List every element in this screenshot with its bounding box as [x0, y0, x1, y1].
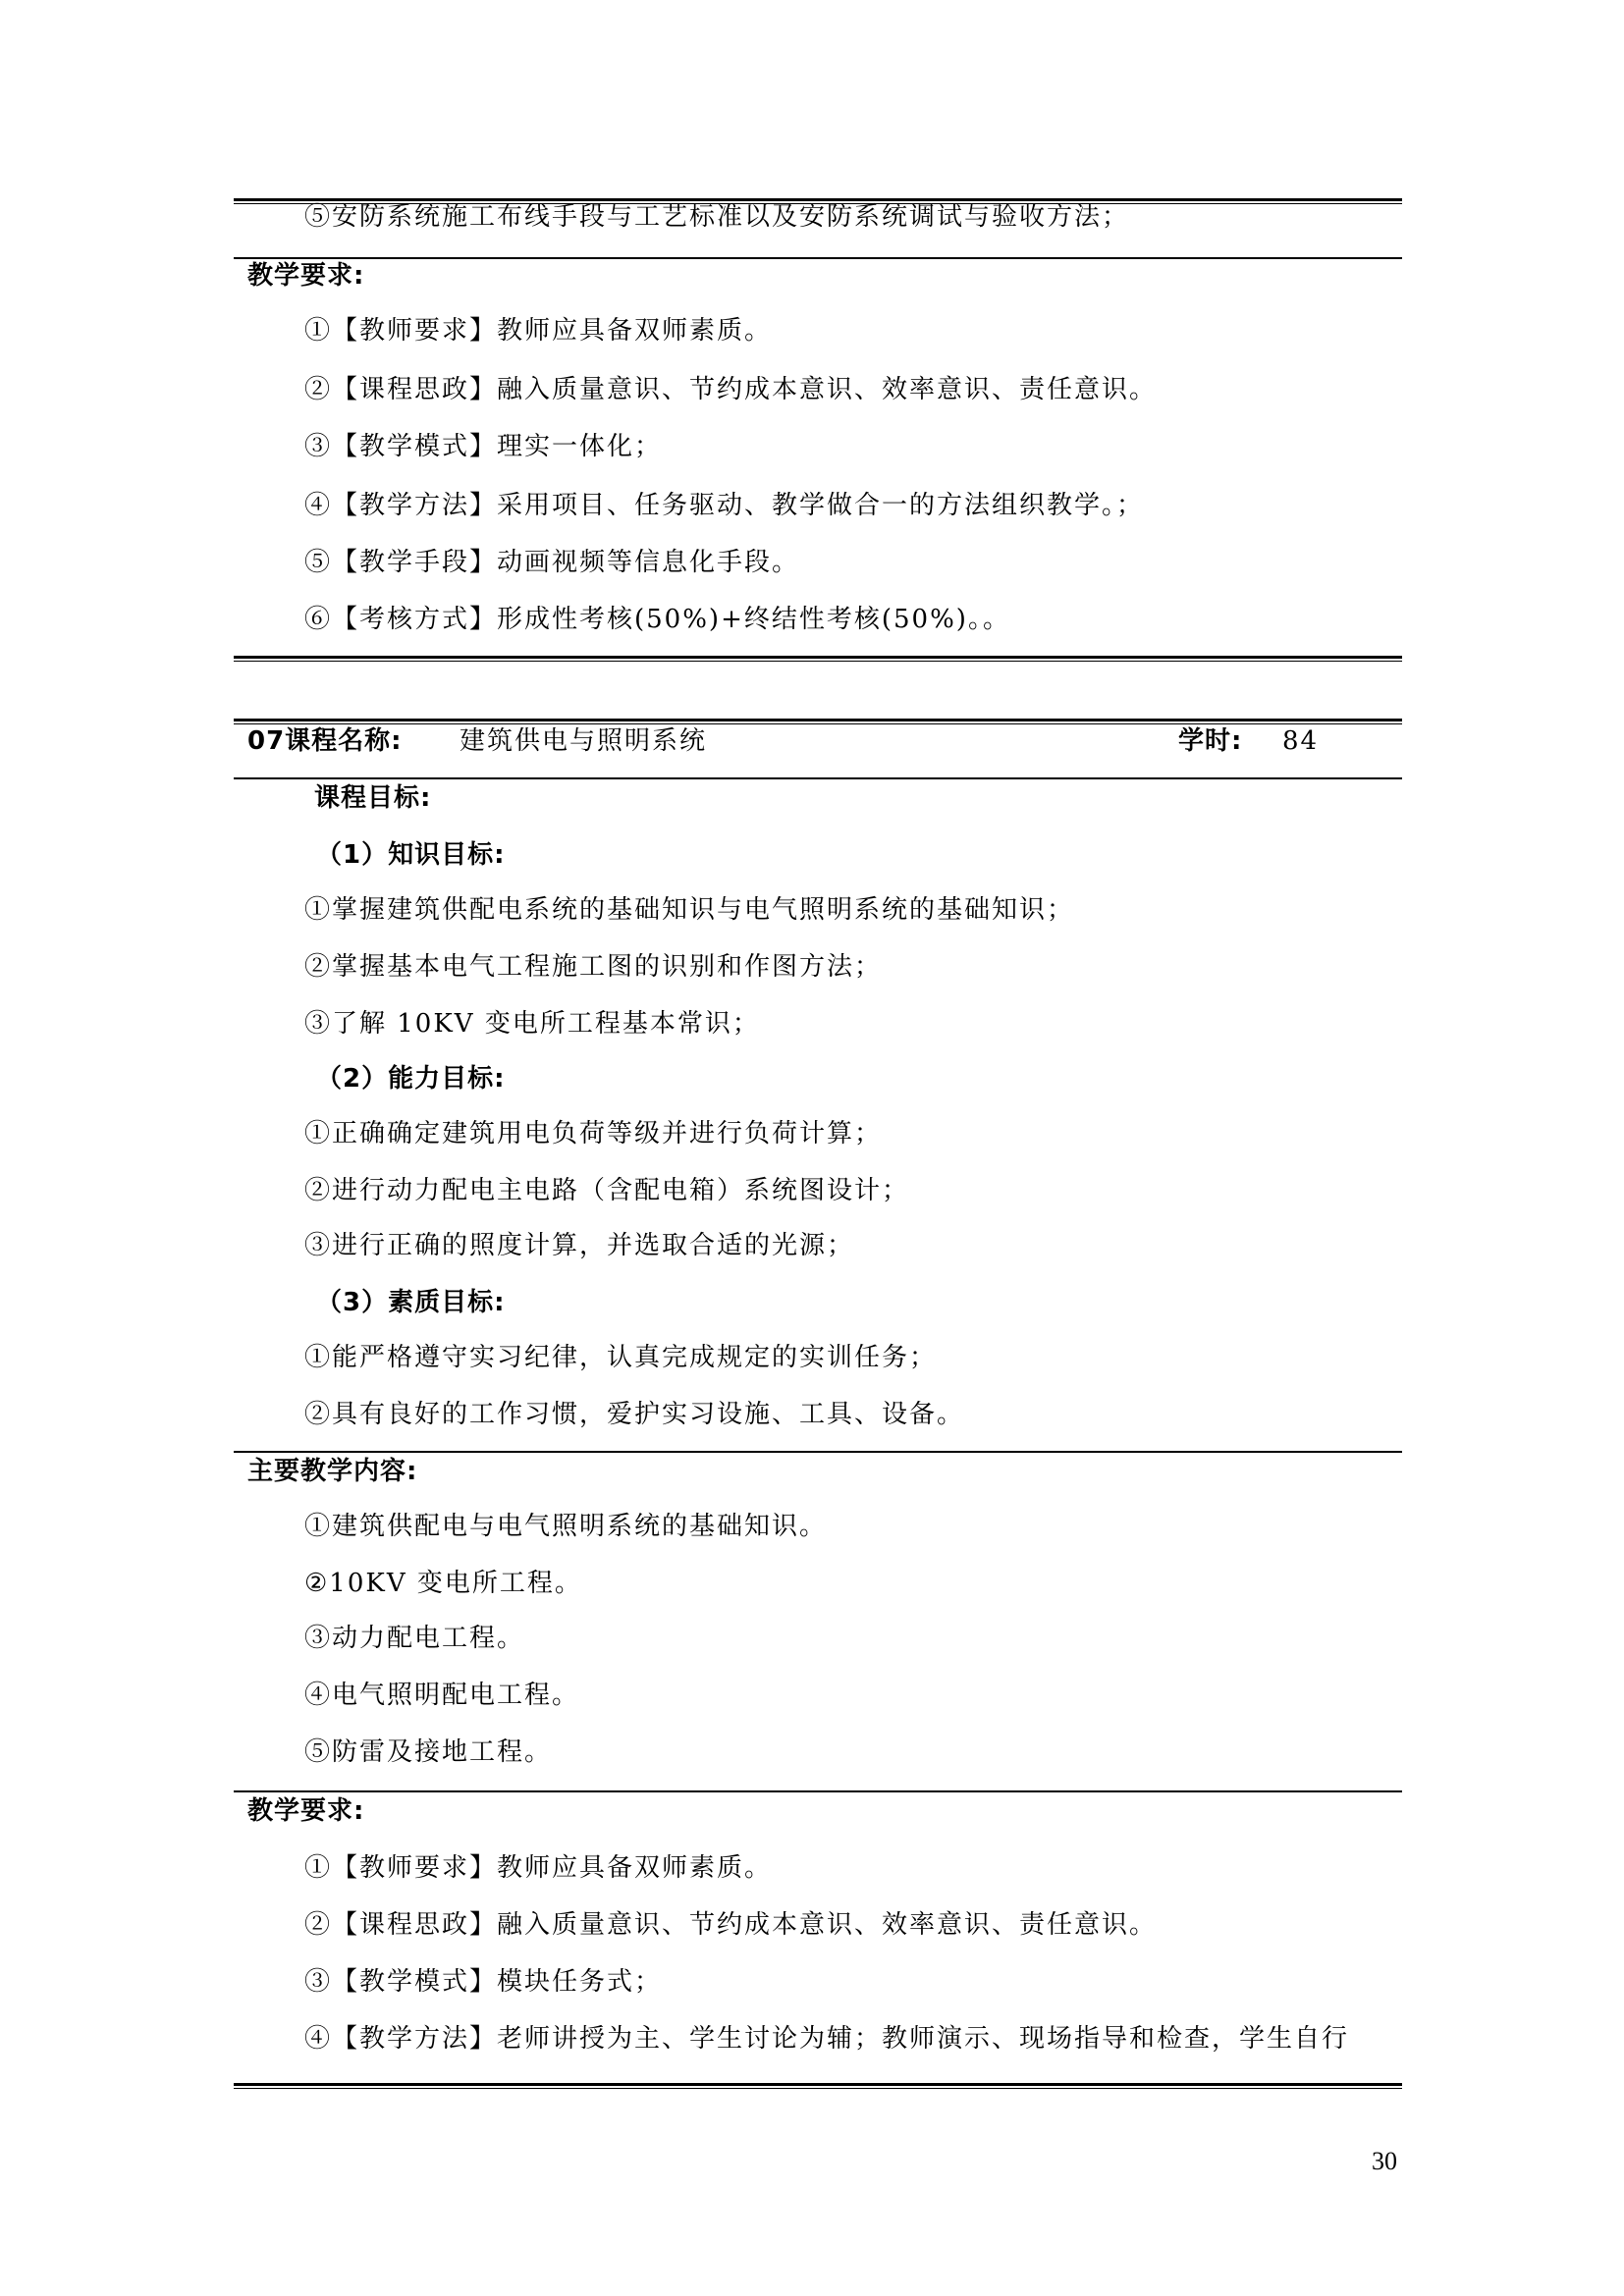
content-item: ①建筑供配电与电气照明系统的基础知识。 [304, 1512, 828, 1541]
goals-heading: 课程目标: [314, 783, 432, 813]
knowledge-item: ②掌握基本电气工程施工图的识别和作图方法； [304, 952, 883, 982]
row-divider [234, 1790, 1402, 1792]
hours-value: 84 [1282, 726, 1320, 756]
quality-item: ①能严格遵守实习纪律，认真完成规定的实训任务； [304, 1343, 938, 1372]
course-name: 建筑供电与照明系统 [460, 726, 708, 756]
ability-item: ①正确确定建筑用电负荷等级并进行负荷计算； [304, 1119, 883, 1148]
row-divider [234, 1451, 1402, 1453]
row-divider [234, 257, 1402, 259]
requirement-item: ①【教师要求】教师应具备双师素质。 [304, 316, 773, 346]
ability-item: ②进行动力配电主电路（含配电箱）系统图设计； [304, 1176, 910, 1205]
ability-heading: （2）能力目标: [316, 1064, 506, 1094]
requirement-item: ③【教学模式】模块任务式； [304, 1967, 663, 1997]
table-border-bottom [234, 2083, 1402, 2089]
requirement-item: ④【教学方法】老师讲授为主、学生讨论为辅；教师演示、现场指导和检查，学生自行 [304, 2024, 1350, 2054]
requirement-item: ③【教学模式】理实一体化； [304, 432, 663, 461]
quality-item: ②具有良好的工作习惯，爱护实习设施、工具、设备。 [304, 1400, 965, 1429]
course-number-label: 07课程名称: [247, 726, 403, 756]
row-divider [234, 777, 1402, 779]
content-item: ②10KV 变电所工程。 [304, 1569, 582, 1598]
page-number: 30 [1372, 2147, 1397, 2175]
knowledge-item: ③了解 10KV 变电所工程基本常识； [304, 1009, 760, 1039]
content-item: ⑤安防系统施工布线手段与工艺标准以及安防系统调试与验收方法； [304, 202, 1130, 232]
requirement-item: ④【教学方法】采用项目、任务驱动、教学做合一的方法组织教学。； [304, 491, 1145, 520]
table-border-top [234, 719, 1402, 724]
content-item: ④电气照明配电工程。 [304, 1681, 580, 1710]
requirement-item: ⑤【教学手段】动画视频等信息化手段。 [304, 548, 800, 577]
content-item: ③动力配电工程。 [304, 1624, 525, 1653]
requirement-item: ②【课程思政】融入质量意识、节约成本意识、效率意识、责任意识。 [304, 375, 1158, 404]
table-border-bottom [234, 656, 1402, 662]
ability-item: ③进行正确的照度计算，并选取合适的光源； [304, 1231, 855, 1260]
knowledge-heading: （1）知识目标: [316, 840, 506, 870]
content-heading: 主要教学内容: [247, 1457, 418, 1486]
content-item: ⑤防雷及接地工程。 [304, 1737, 553, 1767]
quality-heading: （3）素质目标: [316, 1288, 506, 1317]
requirement-item: ⑥【考核方式】形成性考核(50%)+终结性考核(50%)。。 [304, 605, 1010, 634]
hours-label: 学时: [1178, 726, 1243, 756]
requirement-item: ①【教师要求】教师应具备双师素质。 [304, 1853, 773, 1883]
requirement-item: ②【课程思政】融入质量意识、节约成本意识、效率意识、责任意识。 [304, 1910, 1158, 1940]
requirements-heading: 教学要求: [247, 1796, 365, 1826]
requirements-heading: 教学要求: [247, 261, 365, 291]
knowledge-item: ①掌握建筑供配电系统的基础知识与电气照明系统的基础知识； [304, 895, 1075, 925]
